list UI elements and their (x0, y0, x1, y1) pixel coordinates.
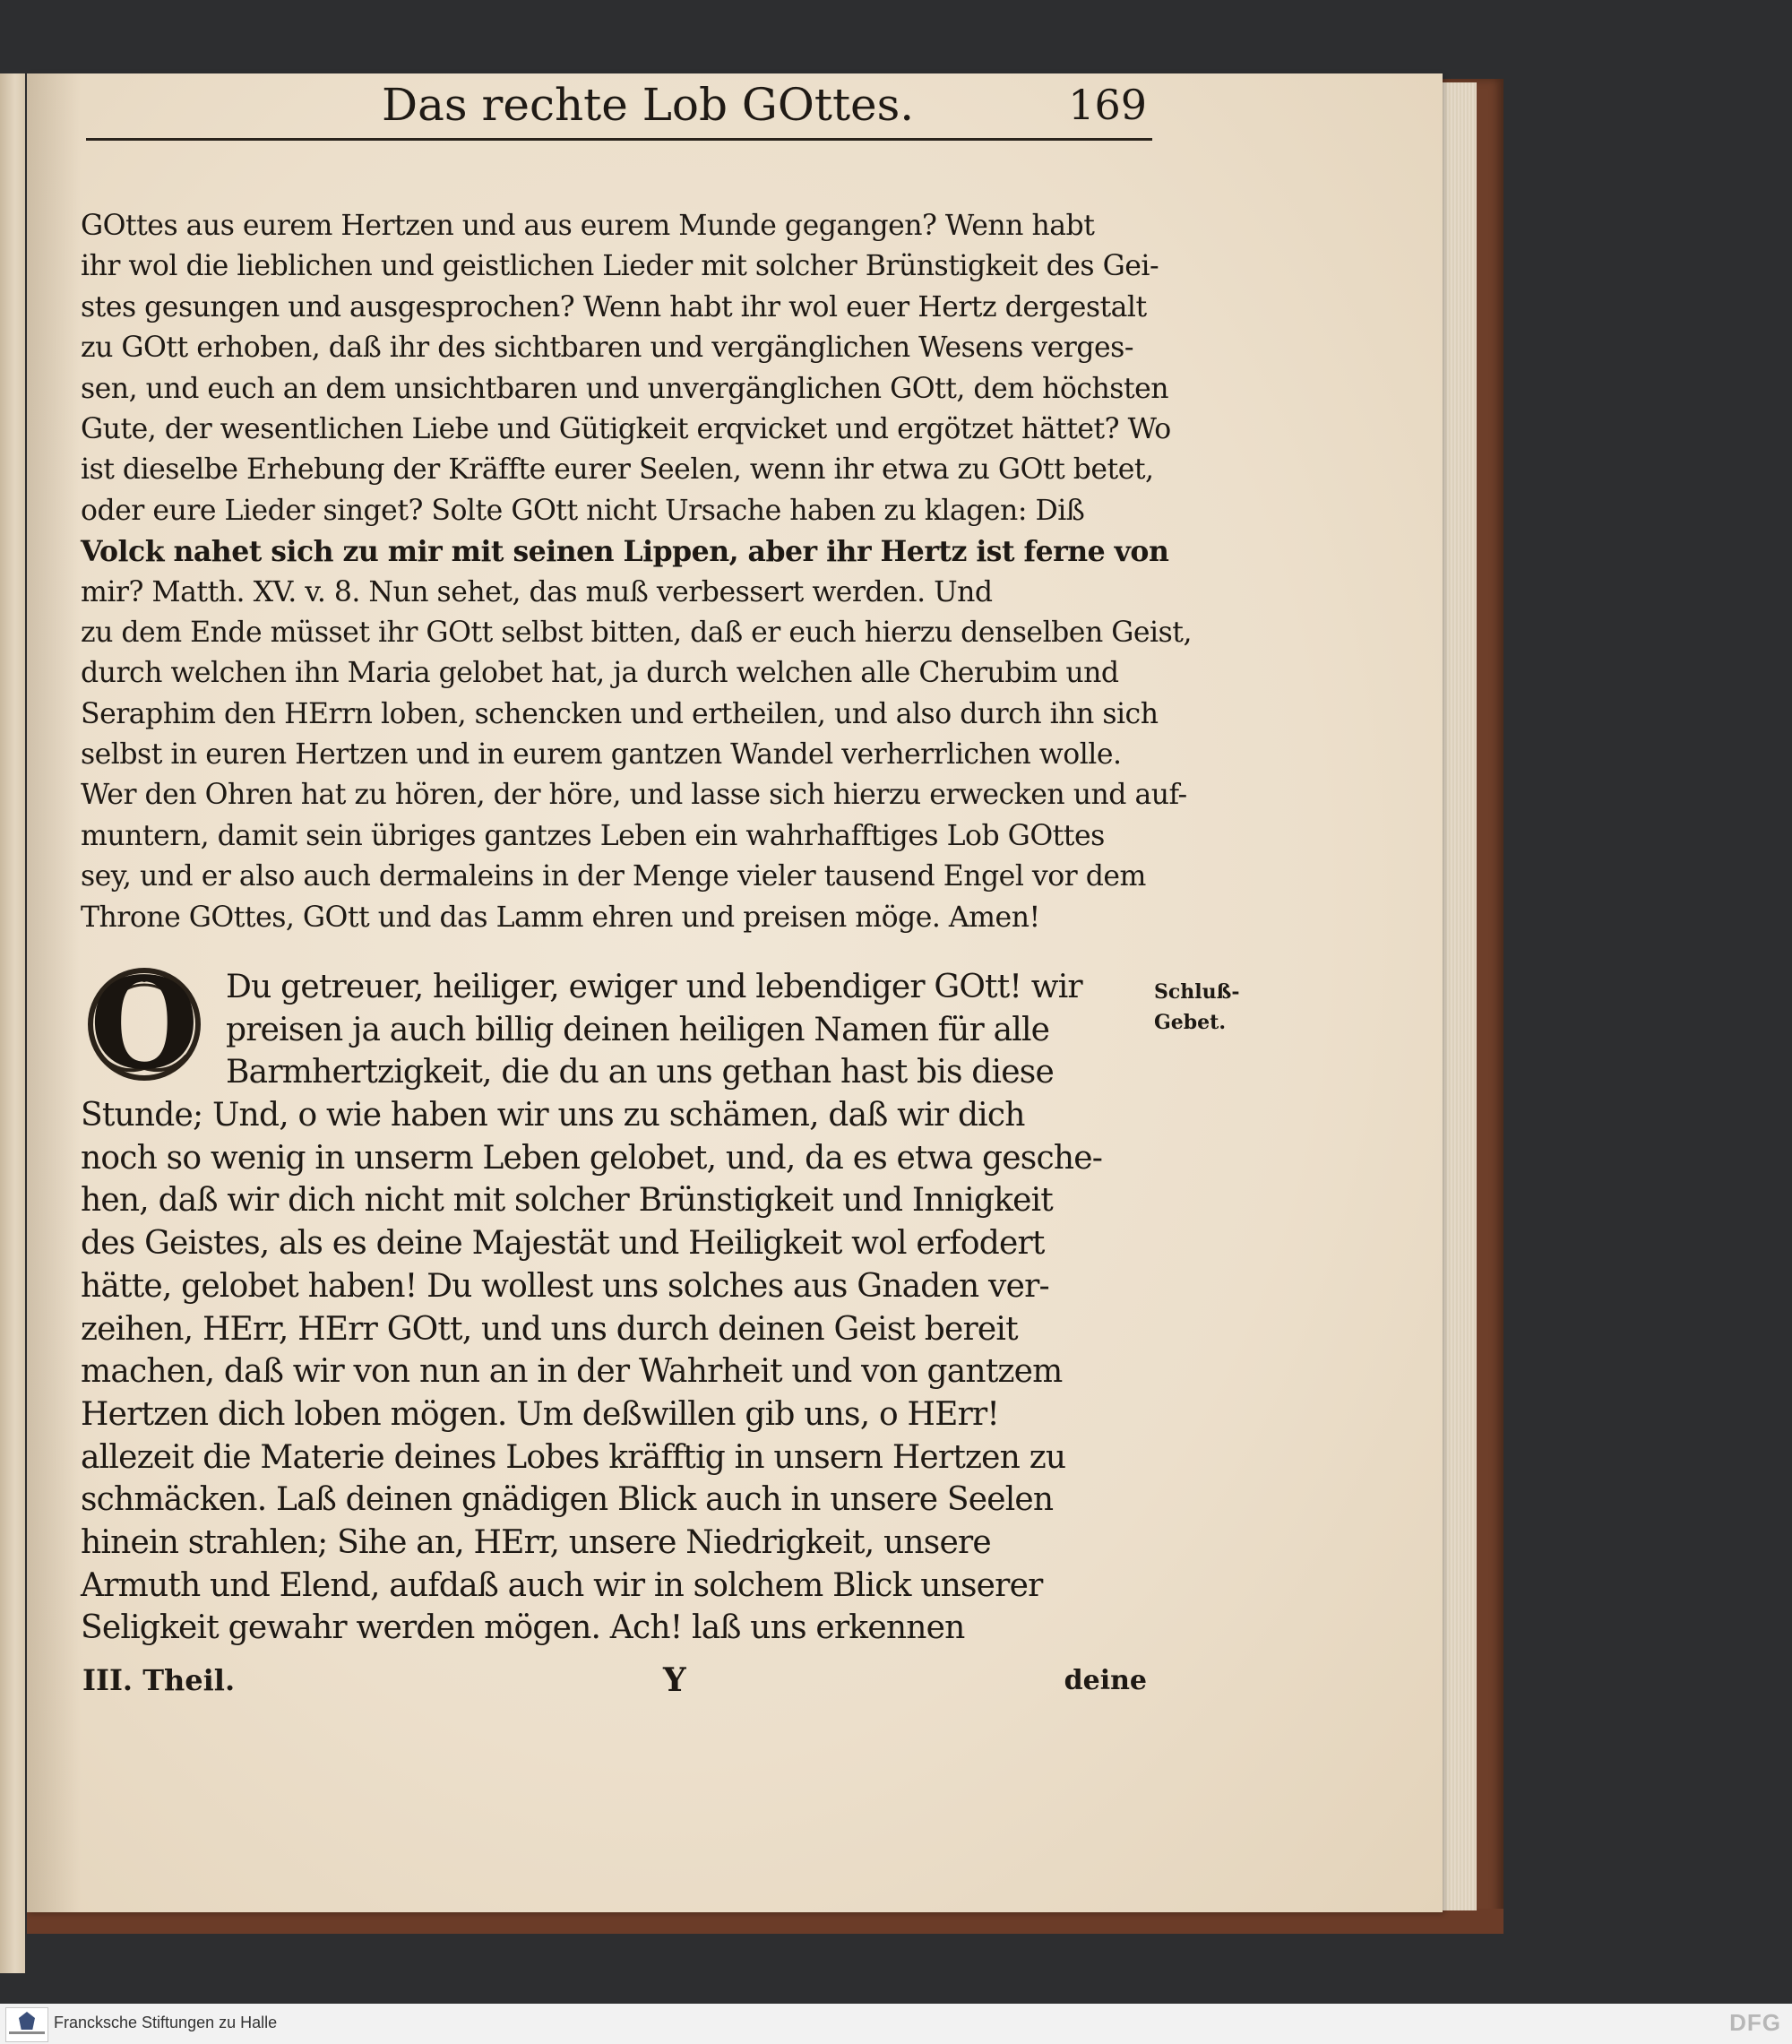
text-line: Gute, der wesentlichen Liebe und Gütigkeit erqvicket und ergötzet hättet? Wo (81, 412, 1171, 445)
text-line: allezeit die Materie deines Lobes kräfftig in unsern Hertzen zu (81, 1438, 1066, 1476)
dfg-logo[interactable]: DFG (1729, 2009, 1781, 2036)
signature-mark: Y (663, 1661, 686, 1699)
text-line: hätte, gelobet haben! Du wollest uns solches aus Gnaden ver- (81, 1267, 1049, 1305)
text-line: stes gesungen und ausgesprochen? Wenn habt ihr wol euer Hertz dergestalt (81, 290, 1147, 323)
text-line: Barmhertzigkeit, die du an uns gethan hast bis diese (226, 1054, 1054, 1091)
text-line: Du getreuer, heiliger, ewiger und lebendiger GOtt! wir (226, 969, 1082, 1005)
text-line: durch welchen ihn Maria gelobet hat, ja durch welchen alle Cherubim und (81, 657, 1119, 690)
institution-logo[interactable] (5, 2007, 48, 2042)
text-line: Seraphim den HErrn loben, schencken und ertheilen, und also durch ihn sich (81, 697, 1159, 730)
institution-name[interactable]: Francksche Stiftungen zu Halle (54, 2014, 278, 2031)
header-rule (86, 138, 1152, 141)
text-line: sey, und er also auch dermaleins in der Menge vieler tausend Engel vor dem (81, 860, 1146, 893)
facing-page-edge (0, 73, 25, 1973)
book-cover-bottom (27, 1909, 1503, 1934)
text-line: Stunde; Und, o wie haben wir uns zu schämen, daß wir dich (81, 1097, 1025, 1134)
text-line: schmäcken. Laß deinen gnädigen Blick auch in unsere Seelen (81, 1481, 1054, 1519)
paragraph-2 (81, 951, 1156, 1650)
text-line: ihr wol die lieblichen und geistlichen Lieder mit solcher Brünstigkeit des Gei- (81, 250, 1159, 283)
text-line: Wer den Ohren hat zu hören, der höre, und lasse sich hierzu erwecken und auf- (81, 779, 1187, 812)
paragraph-1 (81, 206, 1192, 938)
text-line: Volck nahet sich zu mir mit seinen Lippen, aber ihr Hertz ist ferne von (81, 535, 1169, 569)
text-line: GOttes aus eurem Hertzen und aus eurem Munde gegangen? Wenn habt (81, 210, 1095, 242)
text-line: mir? Matth. XV. v. 8. Nun sehet, das muß verbessert werden. Und (81, 575, 993, 608)
running-title: Das rechte Lob GOttes. (382, 79, 915, 131)
text-line: preisen ja auch billig deinen heiligen Namen für alle (226, 1011, 1050, 1048)
marginal-note-line: Schluß- (1154, 980, 1240, 1004)
marginal-note-line: Gebet. (1154, 1011, 1226, 1034)
page-number: 169 (1068, 81, 1147, 129)
text-line: selbst in euren Hertzen und in eurem gantzen Wandel verherrlichen wolle. (81, 738, 1122, 772)
viewer-status-bar (0, 2004, 1792, 2044)
text-line: hen, daß wir dich nicht mit solcher Brünstigkeit und Innigkeit (81, 1182, 1053, 1220)
text-line: oder eure Lieder singet? Solte GOtt nicht Ursache haben zu klagen: Diß (81, 494, 1085, 527)
text-line: hinein strahlen; Sihe an, HErr, unsere Niedrigkeit, unsere (81, 1523, 991, 1561)
text-line: ist dieselbe Erhebung der Kräffte eurer Seelen, wenn ihr etwa zu GOtt betet, (81, 453, 1154, 487)
logo-subtitle-bar (9, 2031, 45, 2034)
running-head (86, 79, 1152, 149)
text-line: machen, daß wir von nun an in der Wahrheit und von gantzem (81, 1353, 1063, 1391)
text-line: Seligkeit gewahr werden mögen. Ach! laß uns erkennen (81, 1609, 965, 1647)
text-line: zeihen, HErr, HErr GOtt, und uns durch deinen Geist bereit (81, 1310, 1018, 1348)
text-line: Throne GOttes, GOtt und das Lamm ehren und preisen möge. Amen! (81, 901, 1040, 934)
text-line: sen, und euch an dem unsichtbaren und unvergänglichen GOtt, dem höchsten (81, 372, 1169, 405)
text-line: des Geistes, als es deine Majestät und Heiligkeit wol erfodert (81, 1225, 1045, 1263)
marginal-note (1154, 977, 1244, 1038)
text-line: zu GOtt erhoben, daß ihr des sichtbaren und vergänglichen Wesens verges- (81, 332, 1133, 365)
text-line: muntern, damit sein übriges gantzes Leben ein wahrhafftiges Lob GOttes (81, 819, 1105, 852)
institution-logo-icon (19, 2012, 35, 2030)
signature: III. Theil. (82, 1663, 236, 1697)
page-footer (82, 1658, 1154, 1703)
initial-letter: O (90, 951, 199, 1098)
text-line: Armuth und Elend, aufdaß auch wir in solchem Blick unserer (81, 1566, 1043, 1604)
gutter-shadow (27, 73, 81, 1912)
text-line: zu dem Ende müsset ihr GOtt selbst bitten, daß er euch hierzu denselben Geist, (81, 616, 1192, 649)
text-line: Hertzen dich loben mögen. Um deßwillen gib uns, o HErr! (81, 1395, 1000, 1433)
catchword: deine (1064, 1665, 1147, 1696)
text-line: noch so wenig in unserm Leben gelobet, und, da es etwa gesche- (81, 1139, 1103, 1177)
